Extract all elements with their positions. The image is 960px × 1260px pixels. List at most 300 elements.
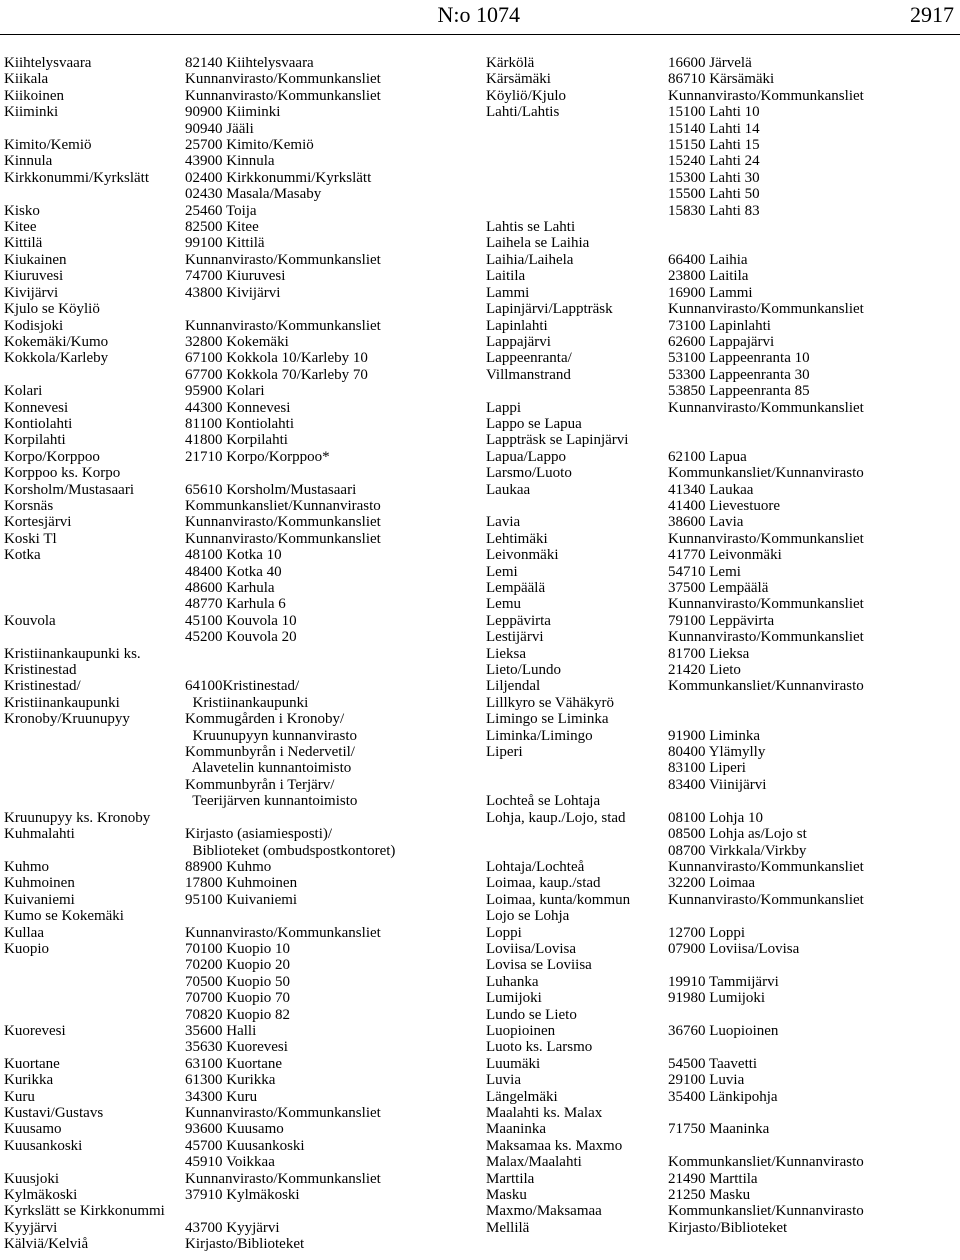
post-office bbox=[668, 1105, 956, 1121]
municipality-name: Liperi bbox=[486, 744, 523, 761]
municipality-name bbox=[486, 826, 668, 842]
post-office: Alavetelin kunnantoimisto bbox=[185, 760, 352, 777]
list-item bbox=[486, 153, 956, 169]
post-office: Kristiinankaupunki bbox=[185, 694, 309, 711]
post-office: 41400 Lievestuore bbox=[668, 497, 781, 514]
post-office: 25700 Kimito/Kemiö bbox=[185, 137, 314, 154]
post-office: 41800 Korpilahti bbox=[185, 432, 288, 449]
list-item bbox=[486, 88, 956, 104]
municipality-name: Kontiolahti bbox=[4, 415, 73, 432]
list-item bbox=[4, 1105, 474, 1121]
list-item bbox=[4, 498, 474, 514]
post-office: 44300 Konnevesi bbox=[185, 399, 291, 416]
post-office: Kunnanvirasto/Kommunkansliet bbox=[185, 1105, 381, 1121]
list-item bbox=[4, 990, 474, 1006]
post-office bbox=[668, 793, 956, 809]
list-item bbox=[486, 482, 956, 498]
list-item bbox=[486, 235, 956, 251]
list-item bbox=[486, 432, 956, 448]
list-item bbox=[486, 646, 956, 662]
list-item bbox=[4, 580, 474, 596]
list-item bbox=[4, 777, 474, 793]
municipality-name bbox=[4, 367, 185, 383]
municipality-name: Korpo/Korppoo bbox=[4, 448, 100, 465]
list-item bbox=[4, 1187, 474, 1203]
list-item bbox=[486, 350, 956, 366]
municipality-name bbox=[486, 170, 668, 186]
list-item bbox=[4, 826, 474, 842]
municipality-name bbox=[4, 186, 185, 202]
post-office: 15830 Lahti 83 bbox=[668, 202, 760, 219]
municipality-name: Lammi bbox=[486, 284, 530, 301]
list-item bbox=[4, 482, 474, 498]
post-office: 67700 Kokkola 70/Karleby 70 bbox=[185, 366, 368, 383]
list-item bbox=[486, 449, 956, 465]
list-item bbox=[4, 88, 474, 104]
municipality-name bbox=[4, 793, 185, 809]
post-office: 02400 Kirkkonummi/Kyrkslätt bbox=[185, 169, 372, 186]
list-item bbox=[486, 711, 956, 727]
municipality-name: Kolari bbox=[4, 383, 43, 400]
post-office: Kommunkansliet/Kunnanvirasto bbox=[668, 465, 864, 482]
list-item bbox=[486, 777, 956, 793]
list-item bbox=[486, 465, 956, 481]
list-item bbox=[4, 1138, 474, 1154]
municipality-name: Loimaa, kaup./stad bbox=[486, 875, 601, 892]
list-item bbox=[4, 203, 474, 219]
list-item bbox=[486, 268, 956, 284]
post-office: 79100 Leppävirta bbox=[668, 612, 775, 629]
municipality-name: Korpilahti bbox=[4, 432, 66, 449]
post-office: 34300 Kuru bbox=[185, 1088, 258, 1105]
post-office: 45200 Kouvola 20 bbox=[185, 629, 297, 646]
municipality-name: Maaninka bbox=[486, 1121, 546, 1138]
post-office: 70200 Kuopio 20 bbox=[185, 957, 290, 974]
municipality-name: Kuusjoki bbox=[4, 1170, 60, 1187]
municipality-name bbox=[4, 957, 185, 973]
post-office: Kunnanvirasto/Kommunkansliet bbox=[185, 87, 381, 104]
post-office: 99100 Kittilä bbox=[185, 235, 265, 252]
municipality-name: Marttila bbox=[486, 1170, 535, 1187]
list-item bbox=[4, 892, 474, 908]
post-office: 45910 Voikkaa bbox=[185, 1154, 275, 1171]
post-office: 86710 Kärsämäki bbox=[668, 71, 775, 88]
municipality-name: Loviisa/Lovisa bbox=[486, 940, 576, 957]
municipality-name bbox=[486, 121, 668, 137]
post-office: Kunnanvirasto/Kommunkansliet bbox=[668, 399, 864, 416]
list-item bbox=[486, 1072, 956, 1088]
post-office: 15500 Lahti 50 bbox=[668, 186, 760, 203]
list-item bbox=[4, 678, 474, 694]
list-item bbox=[4, 367, 474, 383]
list-item bbox=[4, 1023, 474, 1039]
list-item bbox=[4, 1072, 474, 1088]
post-office bbox=[185, 810, 474, 826]
list-item bbox=[486, 810, 956, 826]
list-item bbox=[4, 695, 474, 711]
post-office bbox=[668, 1138, 956, 1154]
municipality-name: Kristinestad bbox=[4, 662, 77, 679]
post-office bbox=[668, 695, 956, 711]
municipality-name: Maxmo/Maksamaa bbox=[486, 1203, 602, 1220]
post-office bbox=[185, 301, 474, 317]
post-office: 95100 Kuivaniemi bbox=[185, 891, 298, 908]
municipality-name bbox=[4, 629, 185, 645]
list-item bbox=[486, 170, 956, 186]
municipality-name: Kuopio bbox=[4, 940, 49, 957]
list-item bbox=[4, 1039, 474, 1055]
list-item bbox=[486, 629, 956, 645]
list-item bbox=[486, 1089, 956, 1105]
right-column bbox=[486, 55, 956, 1236]
municipality-name: Larsmo/Luoto bbox=[486, 465, 572, 482]
post-office: 70820 Kuopio 82 bbox=[185, 1006, 290, 1023]
post-office: Kirjasto/Biblioteket bbox=[668, 1219, 788, 1236]
municipality-name: Kumo se Kokemäki bbox=[4, 908, 124, 925]
list-item bbox=[486, 1039, 956, 1055]
municipality-name: Lehtimäki bbox=[486, 530, 548, 547]
post-office bbox=[668, 219, 956, 235]
list-item bbox=[486, 596, 956, 612]
post-office: 17800 Kuhmoinen bbox=[185, 875, 298, 892]
list-item bbox=[486, 1007, 956, 1023]
municipality-name: Kokkola/Karleby bbox=[4, 350, 109, 367]
post-office: Kunnanvirasto/Kommunkansliet bbox=[185, 530, 381, 547]
municipality-name: Liminka/Limingo bbox=[486, 727, 593, 744]
post-office: 21490 Marttila bbox=[668, 1170, 758, 1187]
municipality-name bbox=[4, 1154, 185, 1170]
list-item bbox=[486, 1023, 956, 1039]
post-office: Kommunkansliet/Kunnanvirasto bbox=[668, 1154, 864, 1171]
post-office: 32200 Loimaa bbox=[668, 875, 756, 892]
municipality-name: Leivonmäki bbox=[486, 547, 559, 564]
post-office bbox=[668, 957, 956, 973]
post-office: 43800 Kivijärvi bbox=[185, 284, 281, 301]
post-office: Kunnanvirasto/Kommunkansliet bbox=[185, 514, 381, 531]
post-office: 37500 Lempäälä bbox=[668, 580, 769, 596]
post-office bbox=[668, 1007, 956, 1023]
post-office: 16900 Lammi bbox=[668, 284, 753, 301]
municipality-name: Kivijärvi bbox=[4, 284, 59, 301]
list-item bbox=[486, 186, 956, 202]
post-office: 91980 Lumijoki bbox=[668, 990, 766, 1007]
list-item bbox=[4, 564, 474, 580]
list-item bbox=[4, 957, 474, 973]
list-item bbox=[4, 121, 474, 137]
list-item bbox=[486, 400, 956, 416]
list-item bbox=[4, 974, 474, 990]
municipality-name: Kuhmalahti bbox=[4, 826, 75, 843]
list-item bbox=[4, 383, 474, 399]
list-item bbox=[486, 1187, 956, 1203]
municipality-name: Luoto ks. Larsmo bbox=[486, 1039, 593, 1056]
list-item bbox=[486, 793, 956, 809]
post-office: Kunnanvirasto/Kommunkansliet bbox=[185, 251, 381, 268]
municipality-name: Kisko bbox=[4, 202, 40, 219]
municipality-name: Lappträsk se Lapinjärvi bbox=[486, 432, 629, 449]
post-office: 91900 Liminka bbox=[668, 727, 761, 744]
municipality-name: Lieto/Lundo bbox=[486, 662, 561, 679]
post-office: 71750 Maaninka bbox=[668, 1121, 770, 1138]
municipality-name: Lovisa se Loviisa bbox=[486, 957, 592, 974]
municipality-name: Liljendal bbox=[486, 678, 541, 695]
municipality-name: Malax/Maalahti bbox=[486, 1154, 582, 1171]
post-office: Kirjasto/Biblioteket bbox=[185, 1236, 305, 1253]
municipality-name: Leppävirta bbox=[486, 612, 551, 629]
municipality-name: Kuru bbox=[4, 1088, 35, 1105]
municipality-name: Korsnäs bbox=[4, 497, 54, 514]
municipality-name bbox=[486, 843, 668, 859]
post-office: 70700 Kuopio 70 bbox=[185, 990, 290, 1007]
post-office: Kommunkansliet/Kunnanvirasto bbox=[668, 678, 864, 695]
list-item bbox=[4, 514, 474, 530]
list-item bbox=[4, 71, 474, 87]
post-office: Kunnanvirasto/Kommunkansliet bbox=[668, 301, 864, 318]
post-office: 35600 Halli bbox=[185, 1022, 257, 1039]
post-office: 16600 Järvelä bbox=[668, 55, 752, 71]
list-item bbox=[486, 547, 956, 563]
municipality-name: Masku bbox=[486, 1187, 527, 1204]
municipality-name: Lohja, kaup./Lojo, stad bbox=[486, 809, 626, 826]
list-item bbox=[486, 744, 956, 760]
municipality-name: Lahtis se Lahti bbox=[486, 219, 576, 236]
list-item bbox=[4, 432, 474, 448]
municipality-name bbox=[4, 121, 185, 137]
post-office: 95900 Kolari bbox=[185, 383, 265, 400]
list-item bbox=[4, 137, 474, 153]
municipality-name: Lempäälä bbox=[486, 580, 546, 596]
post-office: Kunnanvirasto/Kommunkansliet bbox=[668, 530, 864, 547]
municipality-name: Kittilä bbox=[4, 235, 43, 252]
list-item bbox=[4, 170, 474, 186]
post-office: 48100 Kotka 10 bbox=[185, 547, 282, 564]
post-office: 29100 Luvia bbox=[668, 1072, 745, 1089]
post-office: 63100 Kuortane bbox=[185, 1055, 283, 1072]
post-office: Teerijärven kunnantoimisto bbox=[185, 793, 358, 810]
post-office bbox=[185, 908, 474, 924]
municipality-name: Lestijärvi bbox=[486, 629, 544, 646]
list-item bbox=[486, 1171, 956, 1187]
post-office: 70100 Kuopio 10 bbox=[185, 940, 290, 957]
post-office: 15140 Lahti 14 bbox=[668, 120, 760, 137]
post-office: 36760 Luopioinen bbox=[668, 1022, 779, 1039]
post-office bbox=[668, 1039, 956, 1055]
post-office: 70500 Kuopio 50 bbox=[185, 973, 290, 990]
page-header bbox=[0, 0, 960, 35]
municipality-name bbox=[4, 744, 185, 760]
post-office: Kunnanvirasto/Kommunkansliet bbox=[185, 1170, 381, 1187]
municipality-name: Kustavi/Gustavs bbox=[4, 1105, 104, 1121]
post-office: 45700 Kuusankoski bbox=[185, 1137, 305, 1154]
list-item bbox=[4, 318, 474, 334]
list-item bbox=[486, 843, 956, 859]
municipality-name: Villmanstrand bbox=[486, 366, 571, 383]
municipality-name: Luhanka bbox=[486, 973, 539, 990]
list-item bbox=[4, 235, 474, 251]
municipality-name: Lapua/Lappo bbox=[486, 448, 566, 465]
post-office: 35400 Länkipohja bbox=[668, 1088, 778, 1105]
post-office: 38600 Lavia bbox=[668, 514, 744, 531]
list-item bbox=[486, 990, 956, 1006]
municipality-name: Kiikala bbox=[4, 71, 49, 88]
municipality-name: Kitee bbox=[4, 219, 37, 236]
post-office: 15240 Lahti 24 bbox=[668, 153, 760, 170]
list-item bbox=[486, 219, 956, 235]
list-item bbox=[486, 892, 956, 908]
page-number: 2917 bbox=[910, 2, 954, 27]
municipality-name: Kiiminki bbox=[4, 104, 59, 121]
municipality-name: Kiikoinen bbox=[4, 87, 64, 104]
post-office: 53850 Lappeenranta 85 bbox=[668, 383, 810, 400]
post-office: 88900 Kuhmo bbox=[185, 858, 272, 875]
municipality-name bbox=[4, 564, 185, 580]
municipality-name: Kyyjärvi bbox=[4, 1219, 58, 1236]
municipality-name bbox=[4, 974, 185, 990]
municipality-name: Kuivaniemi bbox=[4, 891, 75, 908]
post-office: Kommunbyrån i Nedervetil/ bbox=[185, 744, 355, 761]
list-item bbox=[4, 449, 474, 465]
list-item bbox=[4, 728, 474, 744]
post-office: 82500 Kitee bbox=[185, 219, 259, 236]
list-item bbox=[486, 662, 956, 678]
list-item bbox=[4, 334, 474, 350]
municipality-name: Kuortane bbox=[4, 1055, 60, 1072]
municipality-name bbox=[4, 1007, 185, 1023]
post-office bbox=[668, 235, 956, 251]
post-office: Kunnanvirasto/Kommunkansliet bbox=[185, 317, 381, 334]
municipality-name bbox=[486, 186, 668, 202]
list-item bbox=[486, 613, 956, 629]
list-item bbox=[486, 1203, 956, 1219]
list-item bbox=[4, 843, 474, 859]
list-item bbox=[4, 547, 474, 563]
municipality-name: Loppi bbox=[486, 924, 522, 941]
post-office: 43700 Kyyjärvi bbox=[185, 1219, 280, 1236]
municipality-name: Lappeenranta/ bbox=[486, 350, 572, 367]
post-office: 54710 Lemi bbox=[668, 563, 741, 580]
list-item bbox=[4, 1154, 474, 1170]
list-item bbox=[4, 301, 474, 317]
municipality-name: Kristiinankaupunki ks. bbox=[4, 645, 141, 662]
municipality-name: Kuusamo bbox=[4, 1121, 62, 1138]
municipality-name bbox=[4, 843, 185, 859]
list-item bbox=[4, 908, 474, 924]
list-item bbox=[486, 285, 956, 301]
municipality-name bbox=[486, 760, 668, 776]
post-office: 62600 Lappajärvi bbox=[668, 333, 775, 350]
list-item bbox=[486, 1154, 956, 1170]
list-item bbox=[4, 1121, 474, 1137]
list-item bbox=[486, 498, 956, 514]
municipality-name: Laukaa bbox=[486, 481, 531, 498]
municipality-name: Kuusankoski bbox=[4, 1137, 83, 1154]
list-item bbox=[4, 596, 474, 612]
municipality-name: Laihia/Laihela bbox=[486, 251, 574, 268]
list-item bbox=[486, 71, 956, 87]
post-office: Kommunkansliet/Kunnanvirasto bbox=[185, 497, 381, 514]
municipality-name: Laihela se Laihia bbox=[486, 235, 590, 252]
municipality-name: Lieksa bbox=[486, 645, 526, 662]
municipality-name: Lumijoki bbox=[486, 990, 542, 1007]
municipality-name: Laitila bbox=[486, 268, 526, 285]
municipality-name: Kurikka bbox=[4, 1072, 54, 1089]
post-office: 15150 Lahti 15 bbox=[668, 137, 760, 154]
municipality-name: Konnevesi bbox=[4, 399, 69, 416]
post-office: Kunnanvirasto/Kommunkansliet bbox=[668, 596, 864, 613]
municipality-name: Maalahti ks. Malax bbox=[486, 1105, 603, 1121]
municipality-name: Lappajärvi bbox=[486, 333, 551, 350]
list-item bbox=[486, 695, 956, 711]
post-office: 53300 Lappeenranta 30 bbox=[668, 366, 810, 383]
list-item bbox=[486, 301, 956, 317]
list-item bbox=[486, 1056, 956, 1072]
list-item bbox=[486, 957, 956, 973]
municipality-name: Lapinjärvi/Lappträsk bbox=[486, 301, 613, 318]
list-item bbox=[486, 941, 956, 957]
post-office: 62100 Lapua bbox=[668, 448, 747, 465]
list-item bbox=[4, 400, 474, 416]
list-item bbox=[486, 974, 956, 990]
list-item bbox=[4, 1236, 474, 1252]
list-item bbox=[4, 55, 474, 71]
municipality-name: Lochteå se Lohtaja bbox=[486, 793, 601, 810]
municipality-name: Kärkölä bbox=[486, 55, 535, 71]
municipality-name: Lundo se Lieto bbox=[486, 1006, 577, 1023]
list-item bbox=[4, 646, 474, 662]
post-office: 81100 Kontiolahti bbox=[185, 415, 295, 432]
list-item bbox=[486, 383, 956, 399]
municipality-name bbox=[486, 153, 668, 169]
post-office: 61300 Kurikka bbox=[185, 1072, 276, 1089]
municipality-name: Kronoby/Kruunupyy bbox=[4, 711, 130, 728]
list-item bbox=[4, 1171, 474, 1187]
list-item bbox=[486, 104, 956, 120]
municipality-name: Limingo se Liminka bbox=[486, 711, 609, 728]
post-office: 53100 Lappeenranta 10 bbox=[668, 350, 810, 367]
post-office: 08100 Lohja 10 bbox=[668, 809, 763, 826]
list-item bbox=[486, 55, 956, 71]
post-office: 67100 Kokkola 10/Karleby 10 bbox=[185, 350, 368, 367]
municipality-name: Luvia bbox=[486, 1072, 521, 1089]
list-item bbox=[486, 121, 956, 137]
municipality-name: Lapinlahti bbox=[486, 317, 548, 334]
post-office: 80400 Ylämylly bbox=[668, 744, 766, 761]
municipality-name: Kiuruvesi bbox=[4, 268, 64, 285]
list-item bbox=[486, 678, 956, 694]
list-item bbox=[486, 1220, 956, 1236]
municipality-name: Mellilä bbox=[486, 1219, 530, 1236]
list-item bbox=[4, 104, 474, 120]
list-item bbox=[486, 1105, 956, 1121]
post-office: 48600 Karhula bbox=[185, 580, 275, 596]
post-office: 90940 Jääli bbox=[185, 120, 254, 137]
municipality-name: Lappo se Lapua bbox=[486, 415, 582, 432]
list-item bbox=[4, 925, 474, 941]
list-item bbox=[486, 925, 956, 941]
post-office: 02430 Masala/Masaby bbox=[185, 186, 322, 203]
municipality-name: Korsholm/Mustasaari bbox=[4, 481, 134, 498]
list-item bbox=[486, 760, 956, 776]
municipality-name bbox=[4, 990, 185, 1006]
list-item bbox=[4, 613, 474, 629]
municipality-name: Kuhmo bbox=[4, 858, 49, 875]
list-item bbox=[4, 153, 474, 169]
list-item bbox=[486, 826, 956, 842]
post-office: 19910 Tammijärvi bbox=[668, 973, 779, 990]
list-item bbox=[4, 252, 474, 268]
municipality-name: Lemu bbox=[486, 596, 521, 613]
municipality-name: Kouvola bbox=[4, 612, 56, 629]
